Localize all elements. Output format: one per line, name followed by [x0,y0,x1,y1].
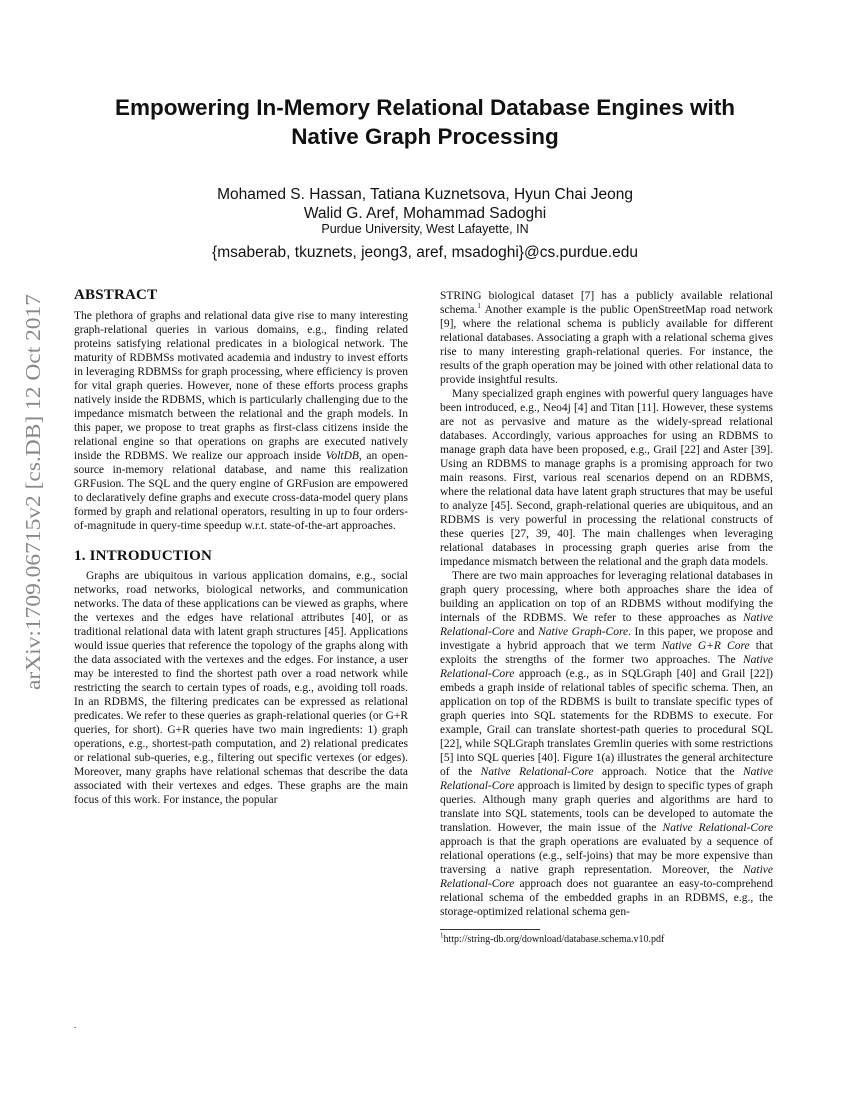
p3-text-h: approach is that the graph operations are evaluated by a sequence of relational operations (e.g., self-joins) that may be more expensive than traversing a native graph representation. Moreover, the [440,836,773,876]
left-column [74,286,408,807]
right-column [440,289,773,946]
string-schema-sentence: STRING biological dataset [7] has a publicly available relational schema. [440,290,773,316]
intro-paragraph-2: Many specialized graph engines with powerful query languages have been introduced, e.g., Neo4j [4] and Titan [11]. However, these systems are not as pervasive and mature as the widely-spread relational databases. Accordingly, various approaches for using an RDBMS to manage graph data have been proposed, e.g., Grail [22] and Aster [39]. Using an RDBMS to manage graphs is a promising approach for two main reasons. First, various real scenarios depend on an RDBMS, where the relational data have latent graph structures that may be useful to analyze [45]. Second, graph-relational queries are ubiquitous, and an RDBMS is very powerful in processing the relational constructs of these queries [27, 39, 40]. The main challenges when leveraging relational databases in processing graph queries arise from the impedance mismatch between the relational and the graph data models. [440,388,773,568]
title-line-2: Native Graph Processing [291,124,559,149]
p3-term-native-graph-core: Native Graph-Core [538,626,629,638]
author-list [0,185,850,223]
p3-text-e: approach (e.g., as in SQLGraph [40] and Grail [22]) embeds a graph inside of relational tables of specific schema. Then, an application on top of the RDBMS is built to translate specific types of graph queries into SQL statements for the RDBMS to execute. For example, Grail can translate shortest-path queries to procedural SQL [22], while SQLGraph translates Gremlin queries with some restrictions [5] into SQL queries [40]. Figure 1(a) illustrates the general architecture of the [440,668,773,778]
footnote [440,931,773,946]
author-emails: {msaberab, tkuznets, jeong3, aref, msadoghi}@cs.purdue.edu [212,244,638,261]
abstract-text-part-2: , an open-source in-memory relational database, and name this realization GRFusion. The SQL and the query engine of GRFusion are empowered to declaratively define graphs and execute cross-data-model query plans formed by graph and relational operators, resulting in up to four orders-of-magnitude in query-time speedup w.r.t. state-of-the-art approaches. [74,450,408,532]
p3-term-native-relational-core-5: Native Relational-Core [662,822,773,834]
p3-text-c: . In this paper, we propose and investigate a hybrid approach that we term [440,626,774,652]
footnote-url: http://string-db.org/download/database.schema.v10.pdf [443,934,665,945]
authors-line-2: Walid G. Aref, Mohammad Sadoghi [303,205,547,222]
intro-paragraph-3 [440,569,773,919]
p3-term-native-relational-core: Native Relational-Core [440,612,773,638]
abstract-text [74,309,408,533]
intro-paragraph-1-continued [440,289,773,387]
footnote-number: 1 [440,931,444,940]
affiliation: Purdue University, West Lafayette, IN [321,222,529,236]
p3-text-g: approach is limited by design to specific types of graph queries. Although many graph queries and algorithms are hard to translate into SQL statements, tools can be developed to automate the translation. However, the main issue of the [440,780,773,834]
abstract-term-voltdb: VoltDB [325,450,359,462]
abstract-heading: ABSTRACT [74,287,158,303]
introduction-heading: 1. INTRODUCTION [74,548,213,564]
title-line-1: Empowering In-Memory Relational Database Engines with [114,95,736,120]
paper-title [0,93,850,151]
p3-term-native-relational-core-6: Native Relational-Core [440,864,773,890]
authors-line-1: Mohamed S. Hassan, Tatiana Kuznetsova, Hyun Chai Jeong [217,186,633,203]
page-dot: . [74,1020,77,1030]
p3-term-native-relational-core-3: Native Relational-Core [480,766,594,778]
p3-text-d: that exploits the strengths of the former two approaches. The [440,640,773,666]
abstract-text-part-1: The plethora of graphs and relational data give rise to many interesting graph-relational queries in various domains, e.g., finding related proteins satisfying relational predicates in a biological network. The maturity of RDBMSs motivated academia and industry to invest efforts in leveraging RDBMSs for graph processing, where efficiency is proven for vital graph queries. However, none of these efforts process graphs natively inside the RDBMS, which is particularly challenging due to the impedance mismatch between the relational and the graph models. In this paper, we propose to treat graphs as first-class citizens inside the relational engine so that operations on graphs are executed natively inside the RDBMS. We realize our approach inside [74,310,408,462]
arxiv-stamp [9,290,51,690]
p3-text-a: There are two main approaches for leveraging relational databases in graph query processing, where both approaches share the idea of building an application on top of an RDBMS without modifying the internals of the RDBMS. We refer to these approaches as [440,570,773,624]
openstreetmap-sentence: Another example is the public OpenStreetMap road network [9], where the relational schema is publicly available for different relational databases. Associating a graph with a relational schema gives rise to many interesting graph-relational queries. For instance, the results of the graph operation may be joined with other relational data to provide insightful results. [440,304,773,386]
p3-term-native-relational-core-4: Native Relational-Core [440,766,773,792]
intro-paragraph-1: Graphs are ubiquitous in various application domains, e.g., social networks, road networks, biological networks, and communication networks. The data of these applications can be viewed as graphs, where the vertexes and the edges have relational attributes [40], or as traditional relational data with latent graph structures [45]. Applications would issue queries that reference the topology of the graphs along with the data associated with the vertexes and the edges. For instance, a user may be interested to find the shortest path over a road network while restricting the search to certain types of roads, e.g., avoiding toll roads. In an RDBMS, the filtering predicates can be expressed as relational predicates. We refer to these queries as graph-relational queries (or G+R queries, for short). G+R queries have two main ingredients: 1) graph operations, e.g., shortest-path computation, and 2) relational predicates or relational sub-queries, e.g., filtering out specific vertexes (or edges). Moreover, many graphs have relational schemas that describe the data associated with their vertexes and edges. These graphs are the main focus of this work. For instance, the popular [74,570,408,806]
p3-term-native-relational-core-2: Native Relational-Core [440,654,773,680]
p3-text-f: approach. Notice that the [593,766,743,778]
p3-text-i: approach does not guarantee an easy-to-comprehend relational schema of the embedded graphs in an RDBMS, e.g., the storage-optimized relational schema gen- [440,878,773,918]
footnote-marker: 1 [477,302,481,311]
p3-term-native-gr-core: Native G+R Core [661,640,750,652]
p3-text-b: and [514,626,539,638]
arxiv-stamp-text: arXiv:1709.06715v2 [cs.DB] 12 Oct 2017 [21,326,45,690]
footnote-rule [440,929,540,930]
